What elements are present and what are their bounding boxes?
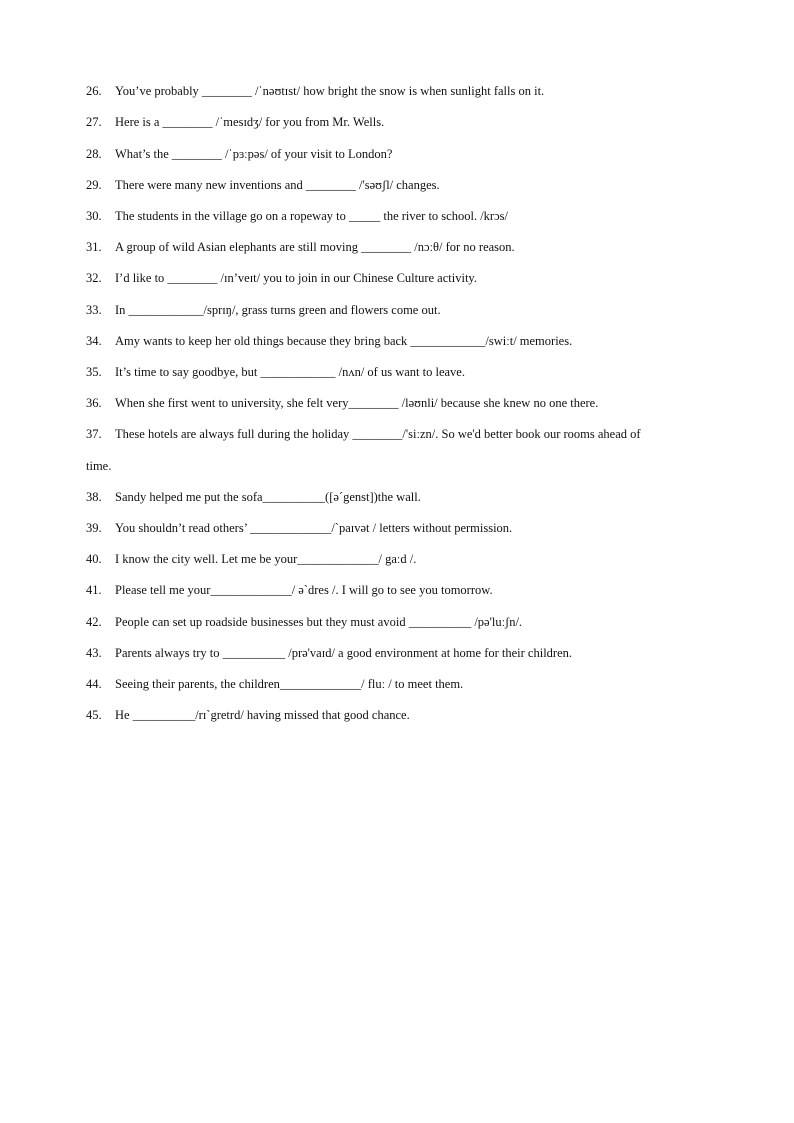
question-number: 34. xyxy=(86,334,102,348)
question-28 xyxy=(86,146,392,162)
question-36 xyxy=(86,395,598,411)
question-text: There were many new inventions and ________ /'səʊʃl/ changes. xyxy=(115,178,440,192)
question-text: Amy wants to keep her old things because they bring back ____________/swiːt/ memories. xyxy=(115,334,573,348)
question-43 xyxy=(86,645,572,661)
question-text: I’d like to ________ /ɪn’veɪt/ you to join in our Chinese Culture activity. xyxy=(115,271,477,285)
question-number: 32. xyxy=(86,271,102,285)
question-number: 35. xyxy=(86,365,102,379)
question-text: I know the city well. Let me be your_____________/ gaːd /. xyxy=(115,552,417,566)
question-text: These hotels are always full during the holiday ________/'siːzn/. So we'd better book our rooms ahead of xyxy=(115,427,641,441)
question-text: Sandy helped me put the sofa__________([əˊgenst])the wall. xyxy=(115,490,421,504)
question-text: Parents always try to __________ /prə'vaɪd/ a good environment at home for their children. xyxy=(115,646,573,660)
question-text: People can set up roadside businesses but they must avoid __________ /pə'luːʃn/. xyxy=(115,615,523,629)
question-27 xyxy=(86,114,384,130)
question-number: 29. xyxy=(86,178,102,192)
question-text: When she first went to university, she felt very________ /ləʊnli/ because she knew no one there. xyxy=(115,396,599,410)
question-number: 39. xyxy=(86,521,102,535)
question-text: A group of wild Asian elephants are still moving ________ /nɔːθ/ for no reason. xyxy=(115,240,515,254)
question-34 xyxy=(86,333,572,349)
question-37 xyxy=(86,426,641,442)
question-text: He __________/rɪˋgretrd/ having missed that good chance. xyxy=(115,708,410,722)
question-26 xyxy=(86,83,544,99)
question-text: Here is a ________ /ˈmesɪdʒ/ for you from Mr. Wells. xyxy=(115,115,385,129)
question-number: 44. xyxy=(86,677,102,691)
question-number: 27. xyxy=(86,115,102,129)
question-37-continuation: time. xyxy=(86,459,112,473)
question-number: 37. xyxy=(86,427,102,441)
question-text: The students in the village go on a ropeway to _____ the river to school. /krɔs/ xyxy=(115,209,508,223)
question-33 xyxy=(86,302,441,318)
question-41 xyxy=(86,582,493,598)
question-text: Please tell me your_____________/ əˋdres /. I will go to see you tomorrow. xyxy=(115,583,493,597)
question-text: Seeing their parents, the children_____________/ fluː / to meet them. xyxy=(115,677,464,691)
question-number: 31. xyxy=(86,240,102,254)
question-number: 33. xyxy=(86,303,102,317)
question-text: It’s time to say goodbye, but ____________ /nʌn/ of us want to leave. xyxy=(115,365,465,379)
question-text: You’ve probably ________ /ˈnəʊtɪst/ how bright the snow is when sunlight falls on it. xyxy=(115,84,545,98)
question-42 xyxy=(86,614,522,630)
question-number: 36. xyxy=(86,396,102,410)
question-text: What’s the ________ /ˈpɜːpəs/ of your visit to London? xyxy=(115,147,393,161)
question-number: 30. xyxy=(86,209,102,223)
question-44 xyxy=(86,676,463,692)
question-45 xyxy=(86,707,410,723)
question-39 xyxy=(86,520,512,536)
question-30 xyxy=(86,208,508,224)
question-40 xyxy=(86,551,416,567)
question-29 xyxy=(86,177,440,193)
question-number: 45. xyxy=(86,708,102,722)
question-number: 42. xyxy=(86,615,102,629)
question-31 xyxy=(86,239,515,255)
question-number: 43. xyxy=(86,646,102,660)
question-number: 40. xyxy=(86,552,102,566)
question-number: 38. xyxy=(86,490,102,504)
question-32 xyxy=(86,270,477,286)
question-35 xyxy=(86,364,465,380)
question-text: In ____________/sprɪŋ/, grass turns green and flowers come out. xyxy=(115,303,441,317)
question-number: 41. xyxy=(86,583,102,597)
question-number: 28. xyxy=(86,147,102,161)
question-text: You shouldn’t read others’ _____________/ˋpaɪvət / letters without permission. xyxy=(115,521,513,535)
question-number: 26. xyxy=(86,84,102,98)
question-38 xyxy=(86,489,421,505)
